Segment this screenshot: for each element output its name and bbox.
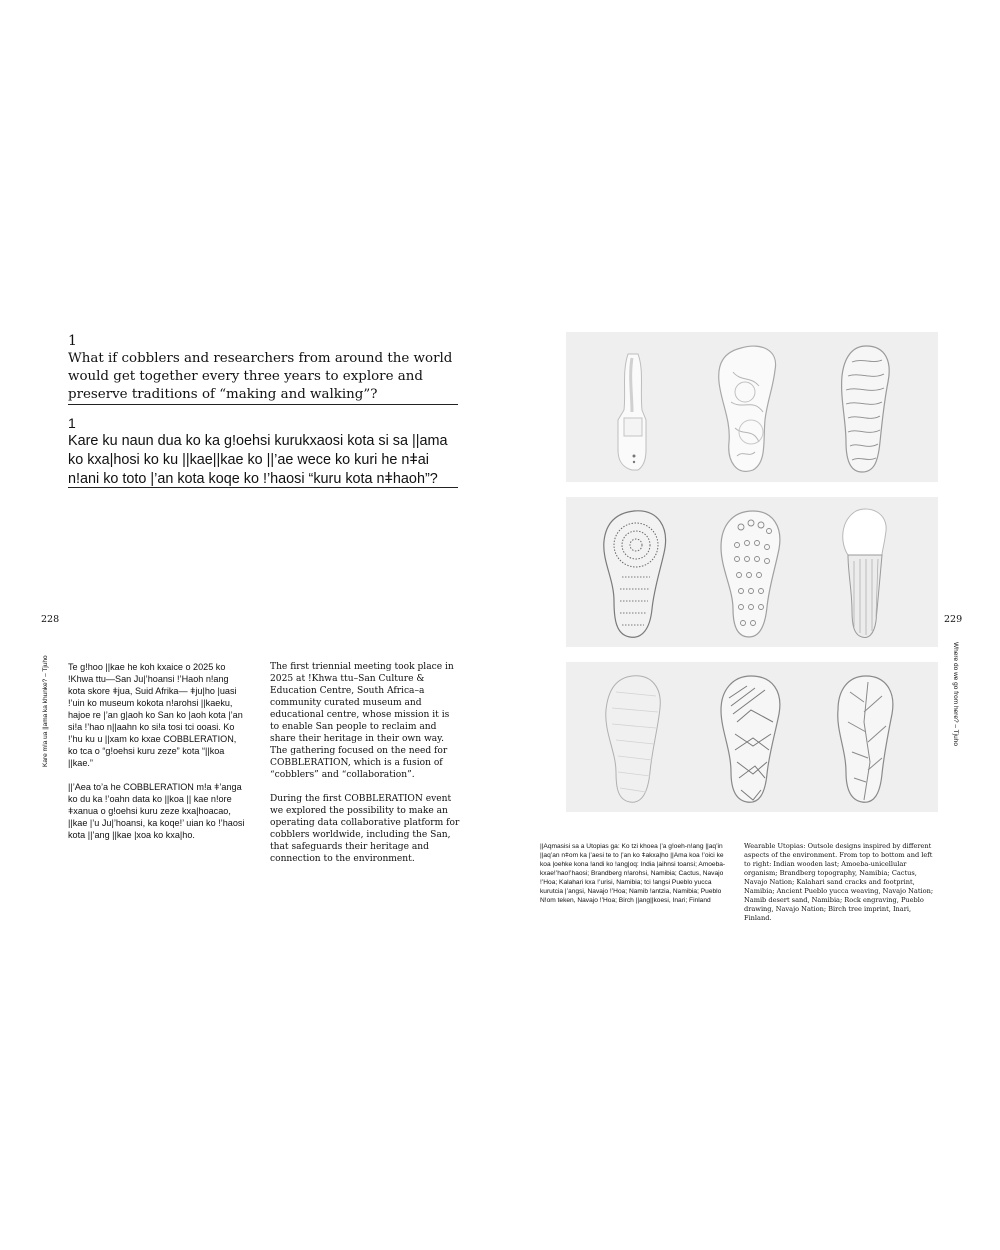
question-text-english: What if cobblers and researchers from around the world would get together every three years to explore and preserve traditions of “making and walking”? bbox=[68, 351, 453, 402]
page-number-left: 228 bbox=[41, 614, 60, 625]
question-english bbox=[68, 332, 458, 404]
question-divider bbox=[68, 404, 458, 405]
paragraph: ||’Aea to’a he COBBLERATION m!a ǂ’anga ko du ka !’oahn data ko ||koa || kae n!ore ǂxanua o g!oehsi kuru zeze kxa|hoacao, ||kae |’u Ju|’hoansi, ka koqe!’ uian ko !’haosi kota ||’ang ||kae |xoa ko kxa|ho. bbox=[68, 782, 245, 840]
running-head-right: Where do we go from here? – Tjuho bbox=[952, 642, 959, 746]
running-head-left: Kare m!a ua ||ama ka khunke? – Tjuho bbox=[42, 655, 49, 767]
question-number: 1 bbox=[68, 415, 76, 431]
paragraph: Te g!hoo ||kae he koh kxaice o 2025 ko !Khwa ttu—San Ju|’hoansi !’Haoh n!ang kota skore ǂjua, Suid Afrika— ǂju|ho |uasi !’uin ko museum kokota n!arohsi ||kaeku, hajoe re |’an g|aoh ko San ko |aoh kota |’an si!a !’hao n||aahn ko si!a tosi tci ooasi. Ko !’hu ku u ||xam ko kxae COBBLERATION, ko tca o “g!oehsi kuru zeze” kota “||koa ||kae.” bbox=[68, 662, 243, 768]
question-san bbox=[68, 414, 458, 489]
question-number: 1 bbox=[68, 333, 77, 349]
image-caption-english: Wearable Utopias: Outsole designs inspired by different aspects of the environment. From top to bottom and left to right: Indian wooden last; Amoeba-unicellular organism; Brandberg topography, Namibia; Cactus, Navajo Nation; Kalahari sand cracks and footprint, Namibia; Ancient Pueblo yucca weaving, Navajo Nation; Namib desert sand, Namibia; Rock engraving, Pueblo drawing, Navajo Nation; Birch tree imprint, Inari, Finland. bbox=[744, 842, 934, 922]
body-column-san bbox=[68, 661, 246, 853]
body-column-english bbox=[270, 661, 460, 877]
page-number-right: 229 bbox=[944, 614, 963, 625]
paragraph: The first triennial meeting took place in 2025 at !Khwa ttu–San Culture & Education Centre, South Africa–a community curated museum and educational centre, whose mission it is to enable San people to reclaim and share their heritage in their own way. The gathering focused on the need for COBBLERATION, which is a fusion of “cobblers” and “collaboration”. bbox=[270, 662, 454, 780]
outsole-image-birch-tree-imprint bbox=[796, 662, 938, 812]
question-divider bbox=[68, 487, 458, 488]
image-caption-san: ||Aqmasisi sa a Utopias ga: Ko tzi khoea |’a g!oeh-n!ang ||aq’in ||aq’an nǂom ka |’aesi te to |’an ko ǂakxa|ho ||Ama koa !’oici ke koa |oehke kona !andi ko !ang|oq: India |aihnsi toansi; Amoeba- kxae!’hao!’haosi; Brandberg n!arohsi, Namibia; Cactus, Navajo !’Hoa; Kalahari kxa !’urisi, Namibia; tci !angsi Pueblo yucca kurutcia |’angsi, Navajo !’Hoa; Namib !antzia, Namibia; Pueblo N!om teken, Navajo !’Hoa; Birch ||ang||koesi, Inari; Finland bbox=[540, 843, 726, 904]
question-text-san: Kare ku naun dua ko ka g!oehsi kurukxaosi kota si sa ||ama ko kxa|hosi ko ku ||kae||kae ko ||’ae wece ko kuri he nǂai n!ani ko toto |’an kota koqe ko !’haosi “kuru kota nǂhaoh”? bbox=[68, 433, 448, 487]
outsole-image-brandberg-topography bbox=[796, 332, 938, 482]
outsole-image-pueblo-yucca-weaving bbox=[796, 497, 938, 647]
paragraph: During the first COBBLERATION event we explored the possibility to make an operating data collaborative platform for cobblers worldwide, including the San, that safeguards their heritage and connection to the environment. bbox=[270, 794, 460, 864]
